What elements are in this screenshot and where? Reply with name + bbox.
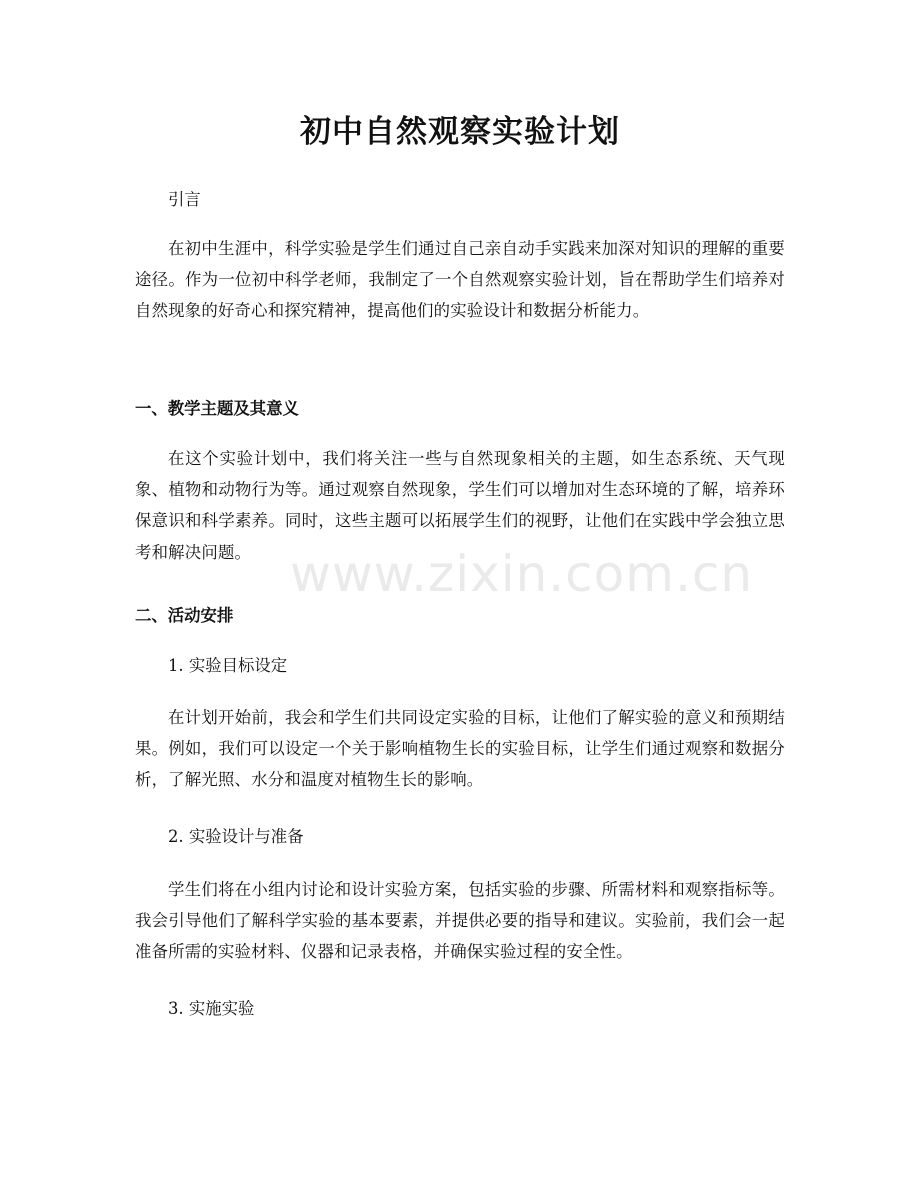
page-title: 初中自然观察实验计划 [300, 114, 620, 150]
item1-title: 1. 实验目标设定 [168, 656, 288, 675]
item3-title: 3. 实施实验 [168, 999, 255, 1018]
section1-heading: 一、教学主题及其意义 [135, 399, 299, 418]
watermark: www.zixin.com.cn [290, 545, 754, 603]
item1-paragraph: 在计划开始前，我会和学生们共同设定实验的目标，让他们了解实验的意义和预期结果。例如，我们可以设定一个关于影响植物生长的实验目标，让学生们通过观察和数据分析，了解光照、水分和温度对植物生长的影响。 [135, 708, 785, 790]
intro-paragraph: 在初中生涯中，科学实验是学生们通过自己亲自动手实践来加深对知识的理解的重要途径。作为一位初中科学老师，我制定了一个自然观察实验计划，旨在帮助学生们培养对自然现象的好奇心和探究精神，提高他们的实验设计和数据分析能力。 [135, 239, 785, 321]
intro-label: 引言 [168, 190, 201, 209]
item2-paragraph: 学生们将在小组内讨论和设计实验方案，包括实验的步骤、所需材料和观察指标等。我会引导他们了解科学实验的基本要素，并提供必要的指导和建议。实验前，我们会一起准备所需的实验材料、仪器和记录表格，并确保实验过程的安全性。 [135, 880, 785, 962]
item2-title: 2. 实验设计与准备 [168, 827, 304, 846]
section2-heading: 二、活动安排 [135, 606, 234, 625]
section1-paragraph: 在这个实验计划中，我们将关注一些与自然现象相关的主题，如生态系统、天气现象、植物和动物行为等。通过观察自然现象，学生们可以增加对生态环境的了解，培养环保意识和科学素养。同时，这些主题可以拓展学生们的视野，让他们在实践中学会独立思考和解决问题。 [135, 449, 785, 562]
